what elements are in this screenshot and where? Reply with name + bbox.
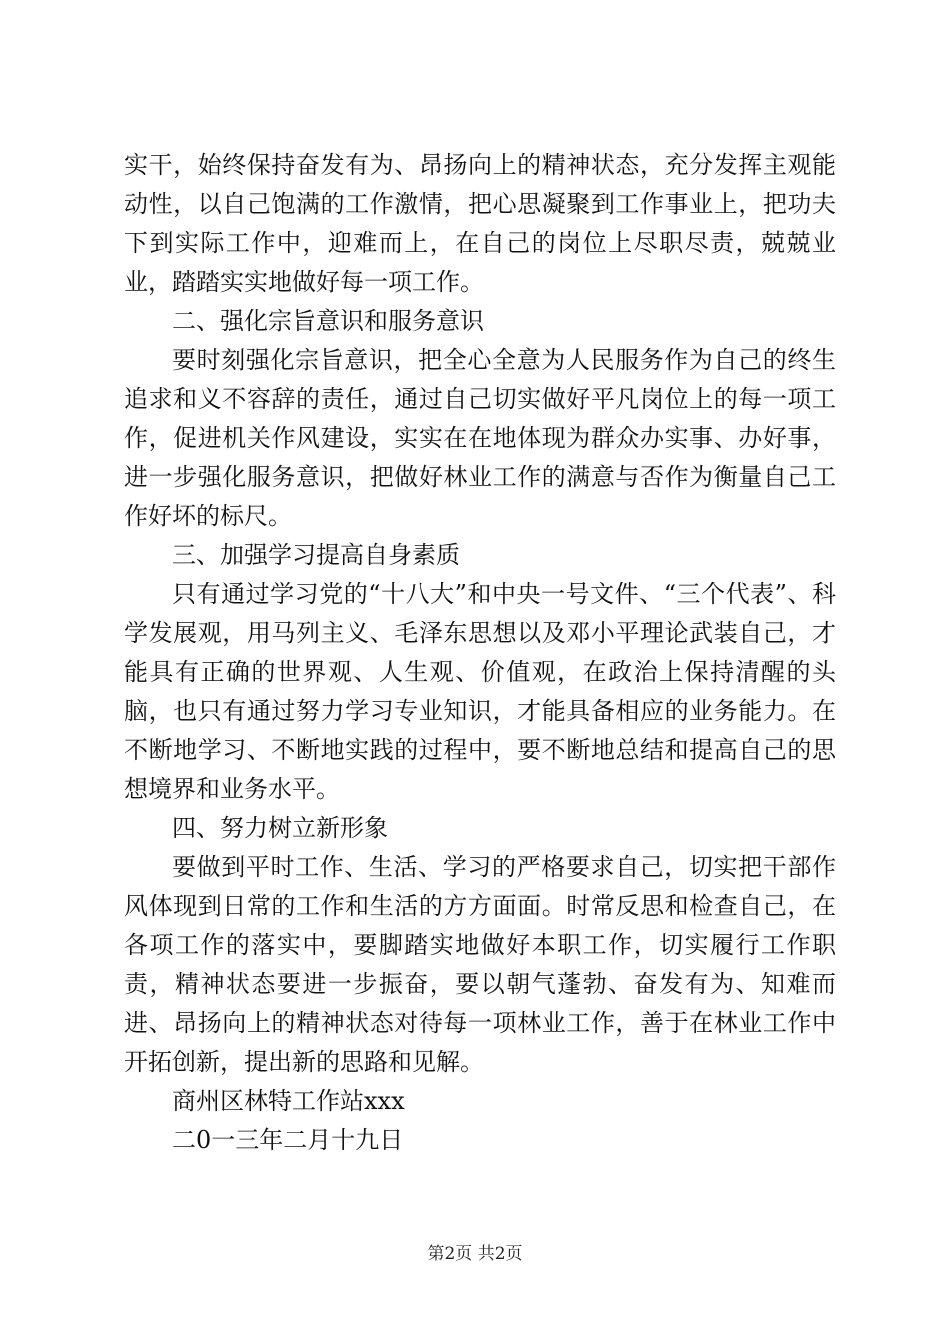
paragraph-continuation: 实干，始终保持奋发有为、昂扬向上的精神状态，充分发挥主观能动性，以自己饱满的工作激情，把心思凝聚到工作事业上，把功夫下到实际工作中，迎难而上，在自己的岗位上尽职尽责，兢兢业业，踏踏实实地做好每一项工作。 (124, 151, 836, 296)
signature-line: 商州区林特工作站xxx (172, 1087, 405, 1115)
paragraph-section-2: 要时刻强化宗旨意识，把全心全意为人民服务作为自己的终生追求和义不容辞的责任，通过自己切实做好平凡岗位上的每一项工作，促进机关作风建设，实实在在地体现为群众办实事、办好事，进一步强化服务意识，把做好林业工作的满意与否作为衡量自己工作好坏的标尺。 (124, 346, 836, 530)
section-heading-4: 四、努力树立新形象 (172, 814, 388, 842)
date-line: 二0一三年二月十九日 (172, 1126, 404, 1154)
document-body (124, 146, 836, 1160)
section-heading-2: 二、强化宗旨意识和服务意识 (172, 307, 484, 335)
section-heading-3: 三、加强学习提高自身素质 (172, 541, 460, 569)
paragraph-section-4: 要做到平时工作、生活、学习的严格要求自己，切实把干部作风体现到日常的工作和生活的方方面面。时常反思和检查自己，在各项工作的落实中，要脚踏实地做好本职工作，切实履行工作职责，精神状态要进一步振奋，要以朝气蓬勃、奋发有为、知难而进、昂扬向上的精神状态对待每一项林业工作，善于在林业工作中开拓创新，提出新的思路和见解。 (124, 853, 836, 1076)
page-number-footer: 第2页 共2页 (427, 1244, 523, 1264)
paragraph-section-3: 只有通过学习党的“十八大”和中央一号文件、“三个代表”、科学发展观，用马列主义、毛泽东思想以及邓小平理论武装自己，才能具有正确的世界观、人生观、价值观，在政治上保持清醒的头脑，也只有通过努力学习专业知识，才能具备相应的业务能力。在不断地学习、不断地实践的过程中，要不断地总结和提高自己的思想境界和业务水平。 (124, 580, 836, 803)
